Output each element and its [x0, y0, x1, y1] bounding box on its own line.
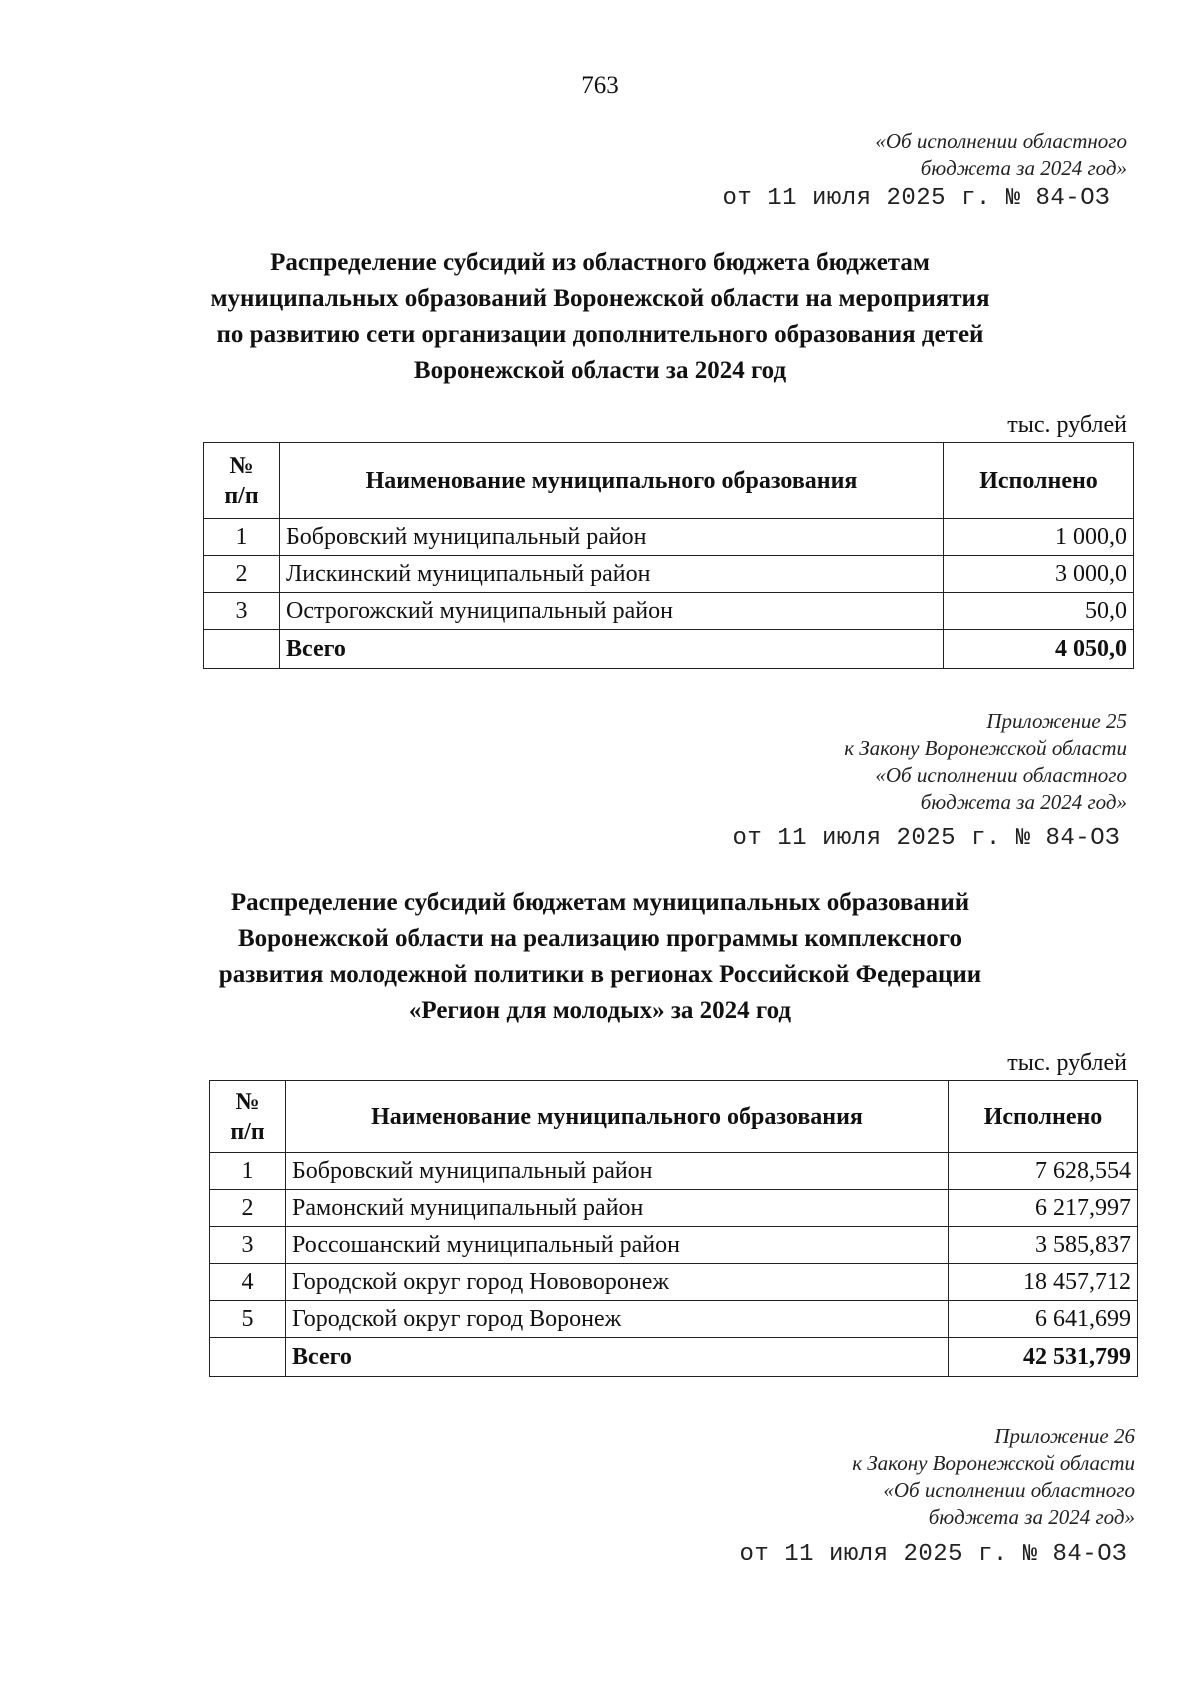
- table-total-row: [210, 1338, 1138, 1377]
- attachment-line: «Об исполнении областного: [875, 129, 1127, 153]
- attachment-line: «Об исполнении областного: [883, 1478, 1135, 1502]
- total-empty-cell: [204, 630, 280, 669]
- row-name: Острогожский муниципальный район: [280, 593, 944, 630]
- table-row: [210, 1190, 1138, 1227]
- total-value: 4 050,0: [944, 630, 1134, 669]
- decree-line: от 11 июля 2025 г. № 84-ОЗ: [739, 1541, 1127, 1568]
- row-number: 2: [210, 1190, 286, 1227]
- row-number: 5: [210, 1301, 286, 1338]
- decree-line: от 11 июля 2025 г. № 84-ОЗ: [722, 185, 1110, 212]
- decree-line: от 11 июля 2025 г. № 84-ОЗ: [732, 825, 1120, 852]
- row-value: 3 000,0: [944, 556, 1134, 593]
- row-name: Россошанский муниципальный район: [286, 1227, 949, 1264]
- row-number: 2: [204, 556, 280, 593]
- title-line: Распределение субсидий бюджетам муниципальных образований: [230, 889, 970, 916]
- total-label: Всего: [280, 630, 944, 669]
- table-row: [210, 1153, 1138, 1190]
- row-name: Городской округ город Воронеж: [286, 1301, 949, 1338]
- row-value: 7 628,554: [949, 1153, 1138, 1190]
- table-header-row: [210, 1081, 1138, 1153]
- table-row: [210, 1227, 1138, 1264]
- title-line: Воронежской области на реализацию программы комплексного: [237, 925, 963, 952]
- section1-title: [0, 245, 1200, 389]
- attachment-line: бюджета за 2024 год»: [920, 790, 1127, 814]
- header-num: № п/п: [204, 443, 280, 519]
- row-number: 4: [210, 1264, 286, 1301]
- table-row: [204, 519, 1134, 556]
- table-header-row: [204, 443, 1134, 519]
- attachment-line: бюджета за 2024 год»: [928, 1505, 1135, 1529]
- attachment-line: Приложение 25: [986, 709, 1127, 733]
- section1-units: тыс. рублей: [1007, 412, 1127, 438]
- header-value: Исполнено: [949, 1081, 1138, 1153]
- section1-table: [203, 442, 1134, 669]
- attachment-25: [844, 708, 1127, 816]
- title-line: муниципальных образований Воронежской области на мероприятия: [210, 285, 990, 312]
- title-line: развития молодежной политики в регионах Российской Федерации: [218, 961, 982, 988]
- table-row: [210, 1264, 1138, 1301]
- row-number: 1: [204, 519, 280, 556]
- row-number: 3: [204, 593, 280, 630]
- section2-units: тыс. рублей: [1007, 1050, 1127, 1076]
- attachment-line: бюджета за 2024 год»: [920, 156, 1127, 180]
- row-name: Городской округ город Нововоронеж: [286, 1264, 949, 1301]
- attachment-26: [852, 1423, 1135, 1531]
- row-name: Рамонский муниципальный район: [286, 1190, 949, 1227]
- header-name: Наименование муниципального образования: [280, 443, 944, 519]
- attachment-line: к Закону Воронежской области: [844, 736, 1127, 760]
- row-value: 50,0: [944, 593, 1134, 630]
- table-row: [204, 556, 1134, 593]
- row-value: 6 641,699: [949, 1301, 1138, 1338]
- attachment-line: «Об исполнении областного: [875, 763, 1127, 787]
- top-attachment: [875, 128, 1127, 182]
- attachment-line: Приложение 26: [994, 1424, 1135, 1448]
- header-num: № п/п: [210, 1081, 286, 1153]
- row-value: 18 457,712: [949, 1264, 1138, 1301]
- title-line: Воронежской области за 2024 год: [413, 357, 787, 384]
- table-total-row: [204, 630, 1134, 669]
- row-value: 1 000,0: [944, 519, 1134, 556]
- row-value: 6 217,997: [949, 1190, 1138, 1227]
- attachment-line: к Закону Воронежской области: [852, 1451, 1135, 1475]
- title-line: по развитию сети организации дополнительного образования детей: [216, 321, 984, 348]
- header-name: Наименование муниципального образования: [286, 1081, 949, 1153]
- row-value: 3 585,837: [949, 1227, 1138, 1264]
- row-name: Лискинский муниципальный район: [280, 556, 944, 593]
- table-row: [204, 593, 1134, 630]
- total-value: 42 531,799: [949, 1338, 1138, 1377]
- row-number: 1: [210, 1153, 286, 1190]
- section2-table: [209, 1080, 1138, 1377]
- total-empty-cell: [210, 1338, 286, 1377]
- row-name: Бобровский муниципальный район: [280, 519, 944, 556]
- row-name: Бобровский муниципальный район: [286, 1153, 949, 1190]
- title-line: Распределение субсидий из областного бюджета бюджетам: [270, 249, 930, 276]
- page-number: 763: [581, 72, 619, 99]
- table-row: [210, 1301, 1138, 1338]
- section2-title: [0, 885, 1200, 1029]
- title-line: «Регион для молодых» за 2024 год: [408, 997, 792, 1024]
- row-number: 3: [210, 1227, 286, 1264]
- total-label: Всего: [286, 1338, 949, 1377]
- header-value: Исполнено: [944, 443, 1134, 519]
